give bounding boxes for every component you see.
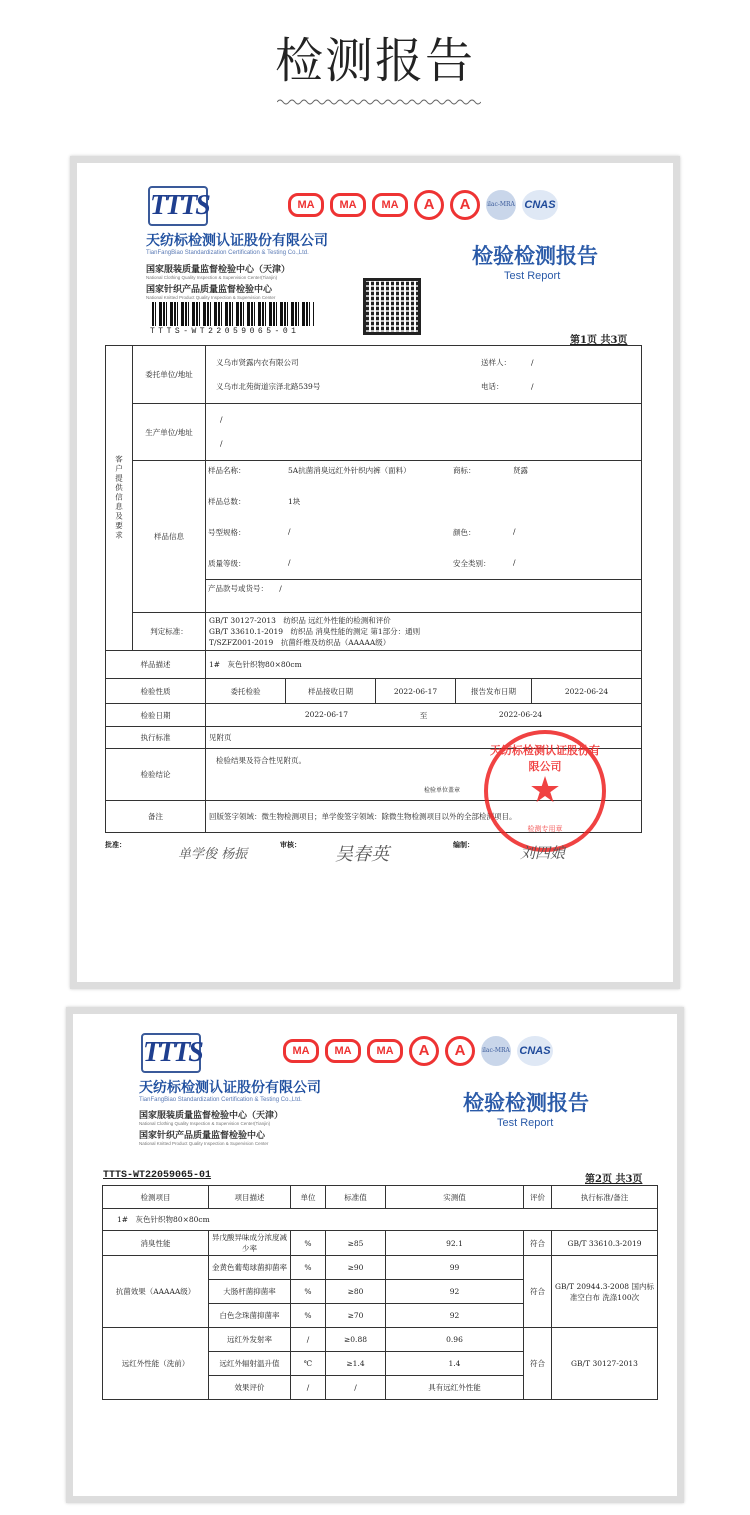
nature-label: 检验性质 [106,679,206,704]
prepare-signature: 刘四娘 [520,844,566,862]
client-name: 义乌市贤露内衣有限公司 [216,357,299,367]
cell-req: ≥80 [326,1280,386,1304]
company-name-en: TianFangBiao Standardization Certification & Testing Co.,Ltd. [139,1097,302,1103]
page-number: 第2页 共3页 [585,1174,643,1185]
barcode [152,302,314,326]
safety: / [513,558,516,567]
cell-req: ≥1.4 [326,1352,386,1376]
color-label: 颜色： [453,528,476,537]
exec-standard: GB/T 30127-2013 [552,1328,658,1400]
cma-seal: MA [325,1039,361,1063]
cell-desc: 白色念珠菌抑菌率 [209,1304,291,1328]
receive-date-label: 样品接收日期 [286,679,376,704]
producer-name: / [220,415,223,424]
exec-standard: 见附页 [206,727,642,749]
sample-row: 1# 灰色针织物80×80cm [103,1209,658,1231]
issue-date: 2022-06-24 [532,679,642,704]
report-title: 检验检测报告 [472,243,598,268]
brand: 贤露 [513,466,528,475]
cell-unit: % [291,1231,326,1256]
column-header: 单位 [291,1186,326,1209]
sample-desc: 1# 灰色针织物80×80cm [206,651,642,679]
to-label: 至 [419,710,428,720]
company-name: 天纺标检测认证股份有限公司 [139,1080,321,1096]
evaluation: 符合 [524,1256,552,1328]
company-name: 天纺标检测认证股份有限公司 [146,233,328,249]
table-row [103,1328,658,1352]
center-name-en: National Clothing Quality Inspection & Supervision Center(Tianjin) [146,275,278,280]
cell-value: 92 [386,1280,524,1304]
cell-unit: % [291,1304,326,1328]
cell-unit: / [291,1328,326,1352]
cal-seal: A [414,190,444,220]
cell-unit: / [291,1376,326,1400]
test-date-label: 检验日期 [106,704,206,727]
color: / [513,527,516,536]
cnas-seal: CNAS [522,190,558,220]
cell-req: / [326,1376,386,1400]
cma-seal: MA [283,1039,319,1063]
safety-label: 安全类别： [453,559,491,568]
cma-seal: MA [288,193,324,217]
test-item: 消臭性能 [103,1231,209,1256]
test-item: 抗菌效果（AAAAA级） [103,1256,209,1328]
test-date-to: 2022-06-24 [498,709,543,719]
sample-name: 5A抗菌消臭远红外针织内裤（面料） [288,466,411,475]
product-no-label: 产品款号或货号： [208,584,265,593]
sample-qty: 1块 [288,497,301,506]
evaluation: 符合 [524,1328,552,1400]
report-title: 检验检测报告 [463,1090,589,1115]
test-nature: 委托检验 [206,679,286,704]
center-name: 国家服装质量监督检验中心（天津） [139,1111,284,1121]
conclusion-label: 检验结论 [106,749,206,801]
cal-seal: A [409,1036,439,1066]
cell-unit: % [291,1280,326,1304]
phone: / [531,381,534,391]
standard: T/SZFZ001-2019 抗菌纤维及纺织品（AAAAA级） [209,638,391,647]
exec-standard: GB/T 20944.3-2008 国内标准空白布 洗涤100次 [552,1256,658,1328]
ttts-logo: TTTS [141,1033,201,1073]
evaluation: 符合 [524,1231,552,1256]
ttts-logo: TTTS [148,186,208,226]
phone-label: 电话： [481,381,504,391]
column-header: 检测项目 [103,1186,209,1209]
company-name-en: TianFangBiao Standardization Certification & Testing Co.,Ltd. [146,250,309,256]
receive-date: 2022-06-17 [376,679,456,704]
side-label: 客户提供信息及要求 [106,346,133,651]
cal-seal: A [445,1036,475,1066]
cell-value: 92 [386,1304,524,1328]
stamp-label: 检验单位盖章 [424,787,461,794]
qr-code [363,278,421,335]
cell-req: ≥0.88 [326,1328,386,1352]
client-label: 委托单位/地址 [133,346,206,404]
center-name-en: National Knitted Product Quality Inspection & Supervision Center [139,1141,269,1146]
desc-label: 样品描述 [106,651,206,679]
cell-value: 0.96 [386,1328,524,1352]
issue-date-label: 报告发布日期 [456,679,532,704]
sample-name-label: 样品名称： [208,466,246,475]
product-no: / [279,584,282,593]
report-title-en: Test Report [504,270,561,282]
conclusion: 检验结果及符合性见附页。 [216,756,306,765]
cell-desc: 金黄色葡萄球菌抑菌率 [209,1256,291,1280]
cell-desc: 远红外辐射温升值 [209,1352,291,1376]
cell-desc: 异戊酸异味成分浓度减少率 [209,1231,291,1256]
grade-label: 质量等级： [208,559,246,568]
cal-seal: A [450,190,480,220]
column-header: 评价 [524,1186,552,1209]
producer-address: / [220,439,223,448]
column-header: 项目描述 [209,1186,291,1209]
cell-value: 99 [386,1256,524,1280]
center-name: 国家针织产品质量监督检验中心 [139,1131,266,1141]
certification-seals [288,190,558,220]
cell-desc: 效果评价 [209,1376,291,1400]
cell-unit: ℃ [291,1352,326,1376]
sender-label: 送样人： [481,357,511,367]
standard-label: 判定标准： [133,613,206,651]
cma-seal: MA [330,193,366,217]
stamp-bottom-text: 检测专用章 [527,825,563,833]
barcode-number: TTTS-WT22059065-01 [150,327,300,336]
cell-req: ≥85 [326,1231,386,1256]
center-name-en: National Knitted Product Quality Inspection & Supervision Center [146,295,276,300]
review-signature: 吴春英 [335,844,389,865]
report-number: TTTS-WT22059065-01 [103,1170,212,1181]
client-address: 义乌市北苑街道宗泽北路539号 [216,381,321,391]
producer-label: 生产单位/地址 [133,404,206,461]
cell-desc: 大肠杆菌抑菌率 [209,1280,291,1304]
page-number: 第1页 共3页 [570,335,628,346]
ilac-seal: ilac-MRA [486,190,516,220]
table-row [103,1231,658,1256]
cell-req: ≥70 [326,1304,386,1328]
certification-seals [283,1036,553,1066]
wavy-divider [277,97,481,107]
cell-desc: 远红外发射率 [209,1328,291,1352]
exec-standard: GB/T 33610.3-2019 [552,1231,658,1256]
report-title-en: Test Report [497,1117,554,1129]
model-label: 号型规格： [208,528,246,537]
center-name-en: National Clothing Quality Inspection & Supervision Center(Tianjin) [139,1121,271,1126]
column-header: 实测值 [386,1186,524,1209]
sender: / [531,357,534,367]
sample-info-label: 样品信息 [133,461,206,613]
standard: GB/T 30127-2013 纺织品 远红外性能的检测和评价 [209,616,391,625]
cell-unit: % [291,1256,326,1280]
test-item: 远红外性能（洗前） [103,1328,209,1400]
center-name: 国家针织产品质量监督检验中心 [146,285,273,295]
column-header: 执行标准/备注 [552,1186,658,1209]
ilac-seal: ilac-MRA [481,1036,511,1066]
standard: GB/T 33610.1-2019 纺织品 消臭性能的测定 第1部分：通则 [209,627,421,636]
cma-seal: MA [367,1039,403,1063]
center-name: 国家服装质量监督检验中心（天津） [146,265,291,275]
star-icon: ★ [528,770,562,811]
grade: / [288,558,291,567]
prepare-label: 编制： [453,840,474,849]
approve-signature: 单学俊 杨振 [178,847,248,862]
review-label: 审核： [280,840,301,849]
cell-value: 具有远红外性能 [386,1376,524,1400]
column-header: 标准值 [326,1186,386,1209]
stamp-text: 天纺标检测认证股份有限公司 [490,744,600,773]
approve-label: 批准： [105,840,126,849]
brand-label: 商标： [453,466,476,475]
remark-label: 备注 [106,801,206,833]
cell-req: ≥90 [326,1256,386,1280]
model: / [288,527,291,536]
test-date-from: 2022-06-17 [304,709,349,719]
sample-qty-label: 样品总数： [208,497,246,506]
cell-value: 1.4 [386,1352,524,1376]
test-results-table [102,1185,658,1400]
exec-label: 执行标准 [106,727,206,749]
table-row [103,1256,658,1280]
page-title: 检测报告 [274,33,475,89]
cnas-seal: CNAS [517,1036,553,1066]
remark: 回版签字领域：微生物检测项目；单学俊签字领域：除微生物检测项目以外的全部检测项目。 [206,801,642,833]
cell-value: 92.1 [386,1231,524,1256]
official-stamp [484,730,606,852]
cma-seal: MA [372,193,408,217]
